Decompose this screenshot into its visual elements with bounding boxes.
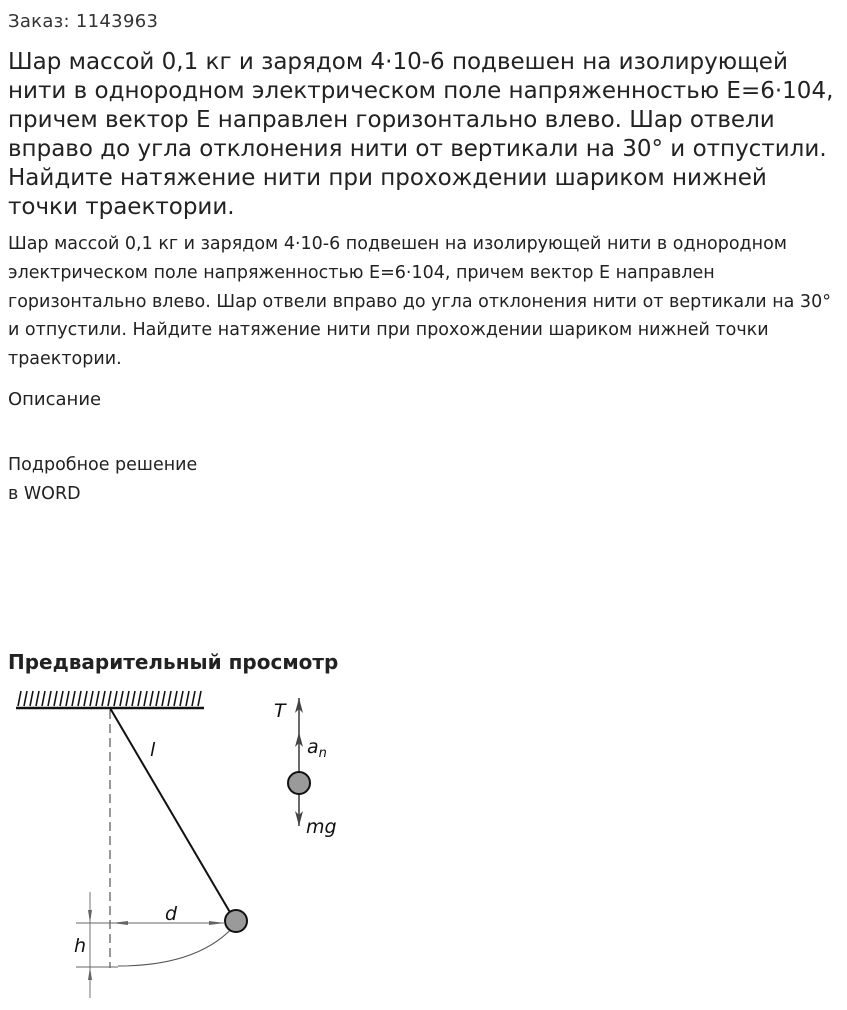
solution-note bbox=[8, 451, 197, 509]
label-l: l bbox=[150, 739, 156, 761]
h-arrow-top bbox=[88, 910, 92, 923]
d-arrow-left bbox=[112, 921, 128, 925]
d-arrow-right bbox=[209, 921, 225, 925]
label-T: T bbox=[274, 700, 286, 722]
ball bbox=[225, 910, 247, 932]
page-title: Шар массой 0,1 кг и зарядом 4·10-6 подвешен на изолирующей нити в однородном электрическом поле напряженностью Е=6·104, причем вектор Е направлен горизонтально влево. Шар отвели вправо до угла отклонения нити от вертикали на 30° и отпустили. Найдите натяжение нити при прохождении шариком нижней точки траектории. bbox=[8, 49, 834, 220]
label-an-base: a bbox=[307, 736, 319, 758]
problem-text: Шар массой 0,1 кг и зарядом 4·10-6 подвешен на изолирующей нити в однородном электрическом поле напряженностью Е=6·104, причем вектор Е направлен горизонтально влево. Шар отвели вправо до угла отклонения нити от вертикали на 30° и отпустили. Найдите натяжение нити при прохождении шариком нижней точки траектории. bbox=[8, 234, 831, 370]
force-diagram-ball bbox=[288, 772, 310, 794]
label-d: d bbox=[165, 903, 178, 925]
ceiling-hatching bbox=[16, 691, 204, 708]
label-an bbox=[307, 736, 327, 761]
preview-heading: Предварительный просмотр bbox=[8, 650, 339, 674]
thread-line bbox=[110, 708, 231, 914]
pendulum-diagram bbox=[0, 680, 420, 1010]
solution-line-1: Подробное решение bbox=[8, 455, 198, 475]
h-arrow-bottom bbox=[88, 967, 92, 980]
description-heading: Описание bbox=[8, 389, 102, 410]
order-number: Заказ: 1143963 bbox=[8, 11, 159, 32]
label-mg: mg bbox=[306, 816, 337, 838]
trajectory-arc bbox=[118, 924, 236, 966]
label-an-sub: n bbox=[318, 746, 327, 761]
solution-line-2: в WORD bbox=[8, 484, 81, 504]
label-h: h bbox=[74, 935, 87, 957]
